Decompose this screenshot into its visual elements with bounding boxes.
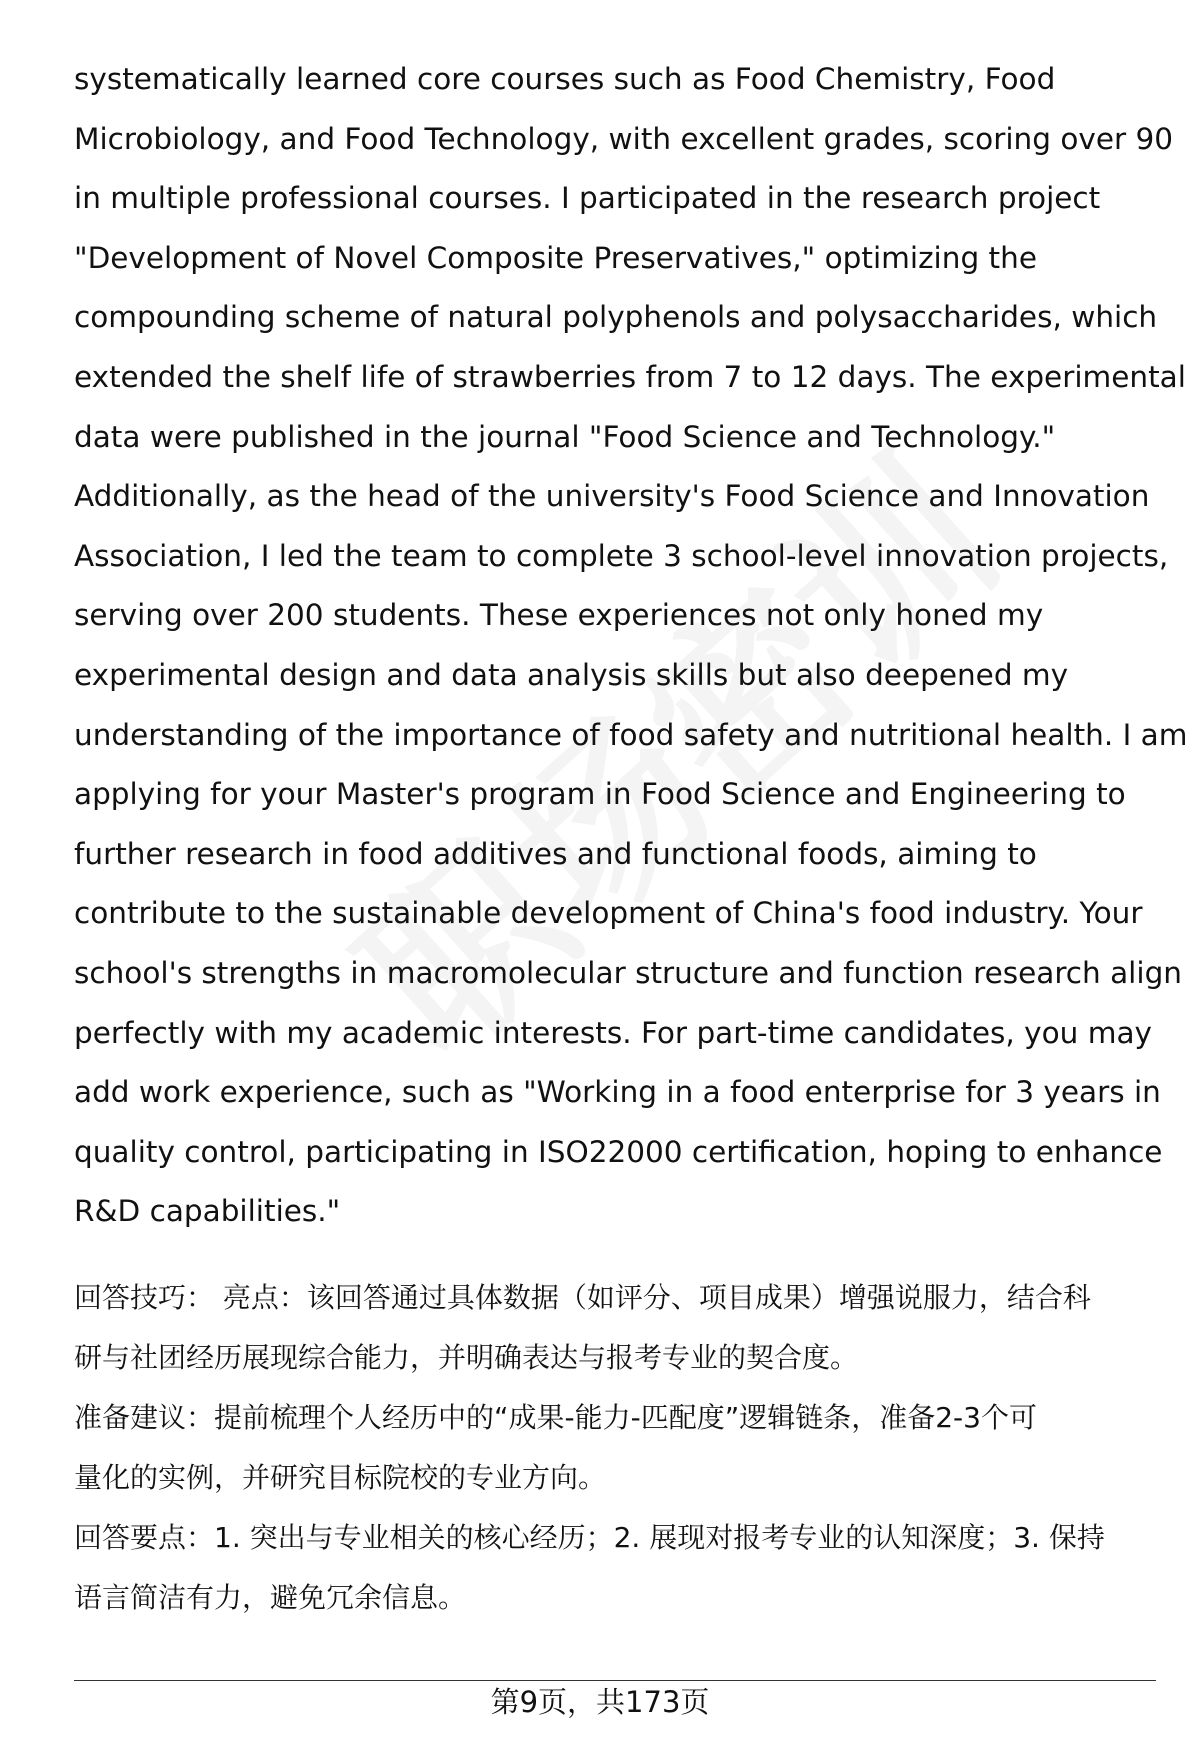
paragraph-line: contribute to the sustainable development of China's food industry. Your bbox=[74, 896, 1143, 931]
page-number: 第9页，共173页 bbox=[490, 1685, 710, 1719]
paragraph-line: compounding scheme of natural polyphenols and polysaccharides, which bbox=[74, 300, 1158, 335]
paragraph-line: R&D capabilities." bbox=[74, 1194, 341, 1229]
paragraph-line: Microbiology, and Food Technology, with excellent grades, scoring over 90 bbox=[74, 121, 1174, 156]
paragraph-line: school's strengths in macromolecular structure and function research align bbox=[74, 955, 1182, 990]
paragraph-line: applying for your Master's program in Food Science and Engineering to bbox=[74, 777, 1126, 812]
paragraph-line: further research in food additives and functional foods, aiming to bbox=[74, 836, 1037, 871]
paragraph-line: extended the shelf life of strawberries from 7 to 12 days. The experimental bbox=[74, 359, 1186, 394]
paragraph-line: Additionally, as the head of the university's Food Science and Innovation bbox=[74, 479, 1150, 514]
paragraph-line: systematically learned core courses such as Food Chemistry, Food bbox=[74, 62, 1056, 96]
paragraph-line: serving over 200 students. These experiences not only honed my bbox=[74, 598, 1044, 633]
tips-line: 语言简洁有力，避免冗余信息。 bbox=[74, 1581, 467, 1614]
paragraph-line: quality control, participating in ISO22000 certification, hoping to enhance bbox=[74, 1134, 1163, 1169]
tips-line: 量化的实例，并研究目标院校的专业方向。 bbox=[74, 1461, 607, 1494]
paragraph-line: understanding of the importance of food safety and nutritional health. I am bbox=[74, 717, 1188, 752]
paragraph-line: data were published in the journal "Food Science and Technology." bbox=[74, 419, 1056, 454]
paragraph-line: in multiple professional courses. I participated in the research project bbox=[74, 181, 1101, 216]
paragraph-line: experimental design and data analysis skills but also deepened my bbox=[74, 657, 1069, 692]
paragraph-line: Association, I led the team to complete 3 school-level innovation projects, bbox=[74, 538, 1169, 573]
tips-line: 回答要点：1. 突出与专业相关的核心经历；2. 展现对报考专业的认知深度；3. 保持 bbox=[74, 1521, 1105, 1554]
tips-line: 回答技巧： 亮点：该回答通过具体数据（如评分、项目成果）增强说服力，结合科 bbox=[74, 1281, 1091, 1314]
tips-line: 研与社团经历展现综合能力，并明确表达与报考专业的契合度。 bbox=[74, 1341, 859, 1374]
answer-tips bbox=[74, 1268, 1164, 1628]
paragraph-line: "Development of Novel Composite Preservatives," optimizing the bbox=[74, 240, 1037, 275]
answer-paragraph bbox=[74, 50, 1188, 1242]
paragraph-line: perfectly with my academic interests. For part-time candidates, you may bbox=[74, 1015, 1153, 1050]
tips-line: 准备建议：提前梳理个人经历中的“成果-能力-匹配度”逻辑链条，准备2-3个可 bbox=[74, 1401, 1037, 1434]
paragraph-line: add work experience, such as "Working in a food enterprise for 3 years in bbox=[74, 1075, 1161, 1110]
